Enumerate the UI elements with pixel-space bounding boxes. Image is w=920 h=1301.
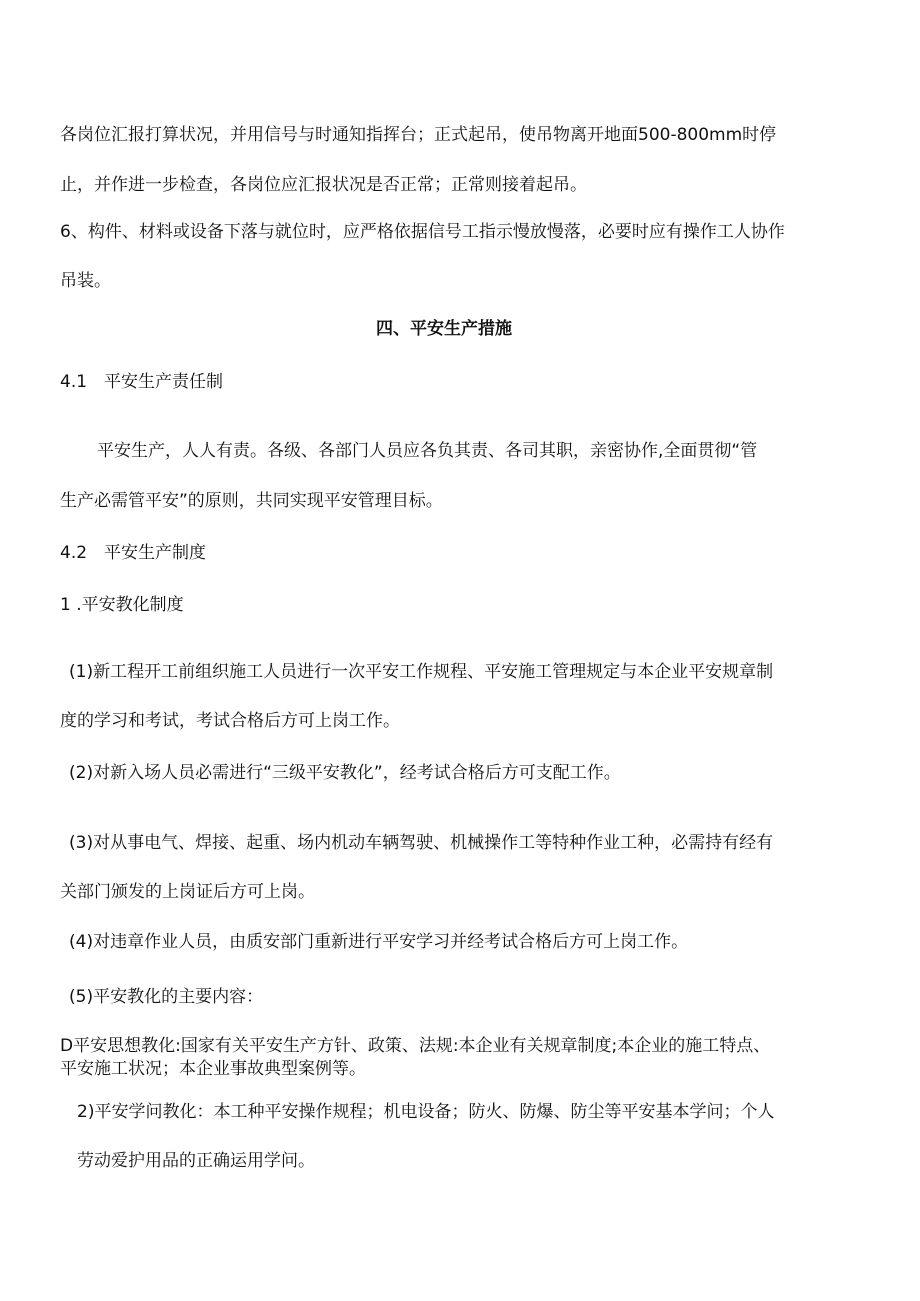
paragraph-line: 6、构件、材料或设备下落与就位时，应严格依据信号工指示慢放慢落，必要时应有操作工人协作 <box>60 222 785 242</box>
list-item-line: 关部门颁发的上岗证后方可上岗。 <box>60 882 315 902</box>
paragraph-line: 吊装。 <box>60 271 111 291</box>
paragraph-line: 生产必需管平安”的原则，共同实现平安管理目标。 <box>60 491 443 511</box>
list-item-line: 2)平安学问教化：本工种平安操作规程；机电设备；防火、防爆、防尘等平安基本学问；个人 <box>77 1102 775 1122</box>
list-item-line: D平安思想教化:国家有关平安生产方针、政策、法规:本企业有关规章制度;本企业的施工特点、 <box>60 1036 771 1056</box>
list-item-line: (5)平安教化的主要内容： <box>69 987 264 1007</box>
list-item-line: 度的学习和考试，考试合格后方可上岗工作。 <box>60 711 400 731</box>
subsection-heading: 4.1 平安生产责任制 <box>60 372 224 392</box>
list-item-line: (1)新工程开工前组织施工人员进行一次平安工作规程、平安施工管理规定与本企业平安规章制 <box>69 662 774 682</box>
list-item-line: 劳动爱护用品的正确运用学问。 <box>77 1151 315 1171</box>
paragraph-line: 平安生产，人人有责。各级、各部门人员应各负其责、各司其职，亲密协作,全面贯彻“管 <box>97 441 758 461</box>
section-heading: 四、平安生产措施 <box>376 319 512 339</box>
list-item-line: (4)对违章作业人员，由质安部门重新进行平安学习并经考试合格后方可上岗工作。 <box>69 932 689 952</box>
list-item-line: 平安施工状况；本企业事故典型案例等。 <box>60 1059 366 1079</box>
subsection-heading: 4.2 平安生产制度 <box>60 543 207 563</box>
list-heading: 1 .平安教化制度 <box>60 595 184 615</box>
list-item-line: (2)对新入场人员必需进行“三级平安教化”，经考试合格后方可支配工作。 <box>69 763 621 783</box>
paragraph-line: 各岗位汇报打算状况，并用信号与时通知指挥台；正式起吊，使吊物离开地面500-800mm时停 <box>60 125 777 145</box>
list-item-line: (3)对从事电气、焊接、起重、场内机动车辆驾驶、机械操作工等特种作业工种，必需持有经有 <box>69 833 774 853</box>
paragraph-line: 止，并作进一步检查，各岗位应汇报状况是否正常；正常则接着起吊。 <box>60 175 587 195</box>
